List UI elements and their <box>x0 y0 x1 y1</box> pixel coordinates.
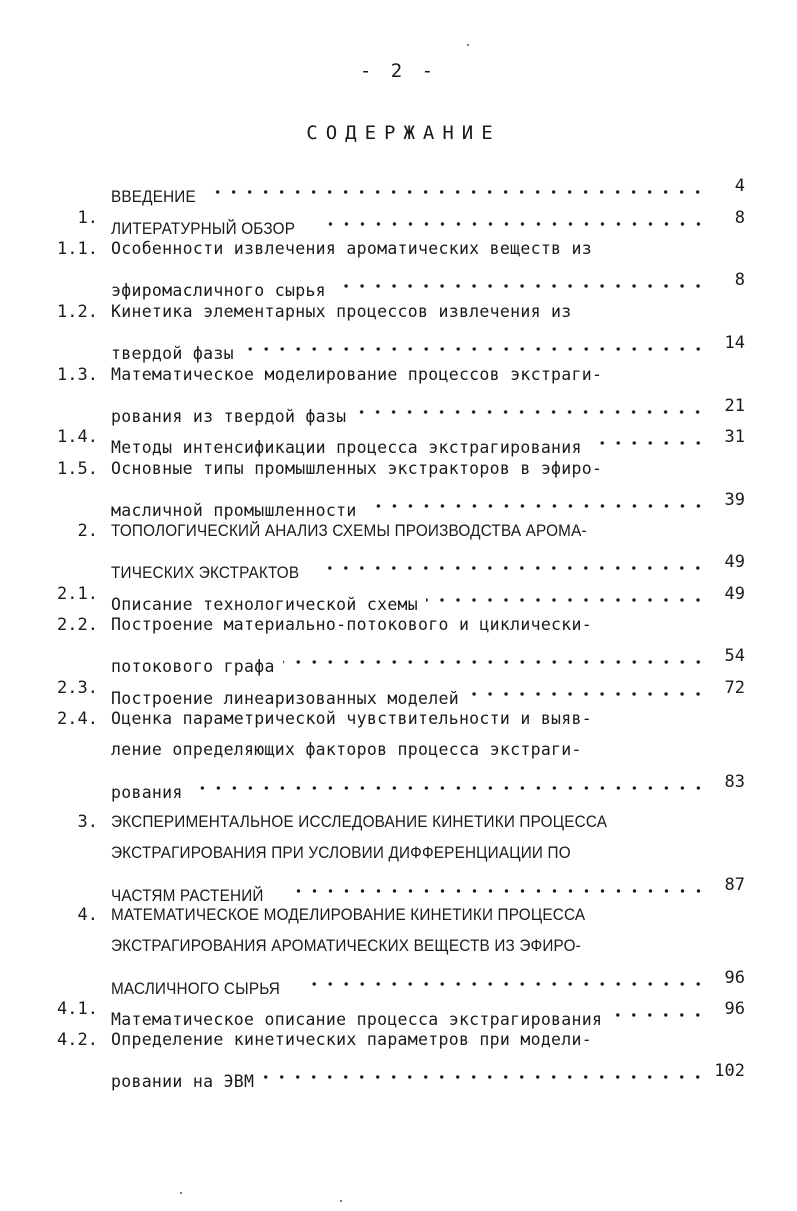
toc-entry-leader-row <box>111 546 706 582</box>
toc-entry-title-line: ЭКСПЕРИМЕНТАЛЬНОЕ ИССЛЕДОВАНИЕ КИНЕТИКИ ПРОЦЕССА <box>111 812 608 831</box>
toc-entry-leader-row <box>111 170 706 206</box>
toc-entry-page: 102 <box>714 1061 745 1081</box>
toc-entry-number: 4. <box>77 905 98 925</box>
toc-entry-page: 87 <box>724 875 745 895</box>
leader-dots <box>590 421 706 453</box>
toc-entry-leader-row <box>111 484 706 520</box>
leader-dots <box>328 546 706 578</box>
leader-dots <box>354 390 706 422</box>
toc-entry-number: 2.3. <box>57 678 98 698</box>
toc-entry-title-line: Математическое моделирование процессов экстраги- <box>111 365 603 384</box>
toc-entry-leader-row <box>111 390 706 426</box>
leader-dots <box>334 264 706 296</box>
toc-entry-number: 3. <box>77 812 98 832</box>
toc-entry-title-line: МАСЛИЧНОГО СЫРЬЯ <box>111 979 281 998</box>
toc-entry-page: 31 <box>724 427 745 447</box>
toc-entry-title-line: ление определяющих факторов процесса экстраги- <box>111 740 582 759</box>
toc-entry-page: 39 <box>724 490 745 510</box>
toc-entry-title-line: ЛИТЕРАТУРНЫЙ ОБЗОР <box>111 219 296 238</box>
toc-entry-number: 1.2. <box>57 302 98 322</box>
toc-entry-title-line: Описание технологической схемы <box>111 595 419 614</box>
toc-entry-title-line: Определение кинетических параметров при модели- <box>111 1030 592 1049</box>
leader-dots <box>283 640 706 672</box>
toc-entry-leader-row <box>111 578 706 614</box>
toc-entry-page: 14 <box>724 333 745 353</box>
leader-dots <box>289 869 707 901</box>
toc-entry-leader-row <box>111 766 706 802</box>
leader-dots <box>213 170 706 202</box>
scan-speck <box>180 1192 182 1194</box>
toc-entry-title-line: Основные типы промышленных экстракторов в эфиро- <box>111 459 603 478</box>
toc-entry-page: 21 <box>724 396 745 416</box>
toc-entry-leader-row <box>111 869 706 905</box>
toc-entry-title-line: Построение материально-потокового и циклически- <box>111 615 592 634</box>
toc-entry-title-line: ровании на ЭВМ <box>111 1072 255 1091</box>
toc-entry-page: 96 <box>724 968 745 988</box>
toc-entry-number: 1.3. <box>57 365 98 385</box>
toc-entry-title-line: рования <box>111 783 183 802</box>
toc-entry-page: 49 <box>724 552 745 572</box>
toc-entry-page: 96 <box>724 999 745 1019</box>
toc-entry-title-line: Особенности извлечения ароматических веществ из <box>111 239 592 258</box>
toc-entry-title-line: твердой фазы <box>111 344 234 363</box>
toc-entry-leader-row <box>111 1055 706 1091</box>
toc-entry-leader-row <box>111 993 706 1029</box>
toc-entry-leader-row <box>111 640 706 676</box>
toc-entry-number: 4.2. <box>57 1030 98 1050</box>
toc-entry-page: 8 <box>734 208 745 228</box>
toc-entry-leader-row <box>111 672 706 708</box>
toc-entry-title-line: МАТЕМАТИЧЕСКОЕ МОДЕЛИРОВАНИЕ КИНЕТИКИ ПРОЦЕССА <box>111 905 586 924</box>
toc-entry-title-line: ВВЕДЕНИЕ <box>111 187 196 206</box>
toc-entry-number: 1.1. <box>57 239 98 259</box>
toc-entry-page: 49 <box>724 584 745 604</box>
leader-dots <box>365 484 706 516</box>
toc-entry-title-line: ЧАСТЯМ РАСТЕНИЙ <box>111 886 264 905</box>
leader-dots <box>262 1055 706 1087</box>
toc-entry-title-line: ТИЧЕСКИХ ЭКСТРАКТОВ <box>111 563 300 582</box>
scan-speck <box>340 1200 342 1202</box>
leader-dots <box>610 993 706 1025</box>
toc-heading: СОДЕРЖАНИЕ <box>306 122 501 144</box>
toc-entry-leader-row <box>111 264 706 300</box>
toc-entry-page: 83 <box>724 772 745 792</box>
leader-dots <box>467 672 706 704</box>
toc-entry-page: 8 <box>734 270 745 290</box>
toc-entry-title-line: Методы интенсификации процесса экстрагирования <box>111 438 582 457</box>
toc-entry-title-line: ТОПОЛОГИЧЕСКИЙ АНАЛИЗ СХЕМЫ ПРОИЗВОДСТВА АРОМА- <box>111 521 587 540</box>
toc-entry-leader-row <box>111 962 706 998</box>
toc-entry-number: 4.1. <box>57 999 98 1019</box>
toc-entry-number: 2.2. <box>57 615 98 635</box>
toc-entry-title-line: ЭКСТРАГИРОВАНИЯ АРОМАТИЧЕСКИХ ВЕЩЕСТВ ИЗ ЭФИРО- <box>111 936 581 955</box>
toc-entry-number: 2. <box>77 521 98 541</box>
toc-entry-leader-row <box>111 421 706 457</box>
toc-entry-title-line: Оценка параметрической чувствительности и выяв- <box>111 709 592 728</box>
toc-entry-page: 72 <box>724 678 745 698</box>
toc-entry-leader-row <box>111 202 706 238</box>
toc-entry-number: 1.5. <box>57 459 98 479</box>
scan-speck <box>467 44 469 46</box>
leader-dots <box>324 202 706 234</box>
toc-entry-title-line: потокового графа <box>111 657 275 676</box>
toc-entry-page: 4 <box>734 176 745 196</box>
toc-entry-number: 1. <box>77 208 98 228</box>
toc-entry-number: 2.4. <box>57 709 98 729</box>
leader-dots <box>191 766 706 798</box>
toc-entry-title-line: ЭКСТРАГИРОВАНИЯ ПРИ УСЛОВИИ ДИФФЕРЕНЦИАЦИИ ПО <box>111 843 571 862</box>
toc-entry-number: 2.1. <box>57 584 98 604</box>
toc-entry-leader-row <box>111 327 706 363</box>
toc-entry-number: 1.4. <box>57 427 98 447</box>
leader-dots <box>242 327 706 359</box>
toc-entry-title-line: Математическое описание процесса экстрагирования <box>111 1010 603 1029</box>
page-number: - 2 - <box>359 60 438 82</box>
leader-dots <box>426 578 706 610</box>
toc-entry-title-line: рования из твердой фазы <box>111 407 347 426</box>
toc-entry-title-line: Кинетика элементарных процессов извлечения из <box>111 302 572 321</box>
leader-dots <box>307 962 706 994</box>
toc-entry-page: 54 <box>724 646 745 666</box>
toc-entry-title-line: Построение линеаризованных моделей <box>111 689 459 708</box>
toc-entry-title-line: эфиромасличного сырья <box>111 281 326 300</box>
toc-entry-title-line: масличной промышленности <box>111 501 357 520</box>
